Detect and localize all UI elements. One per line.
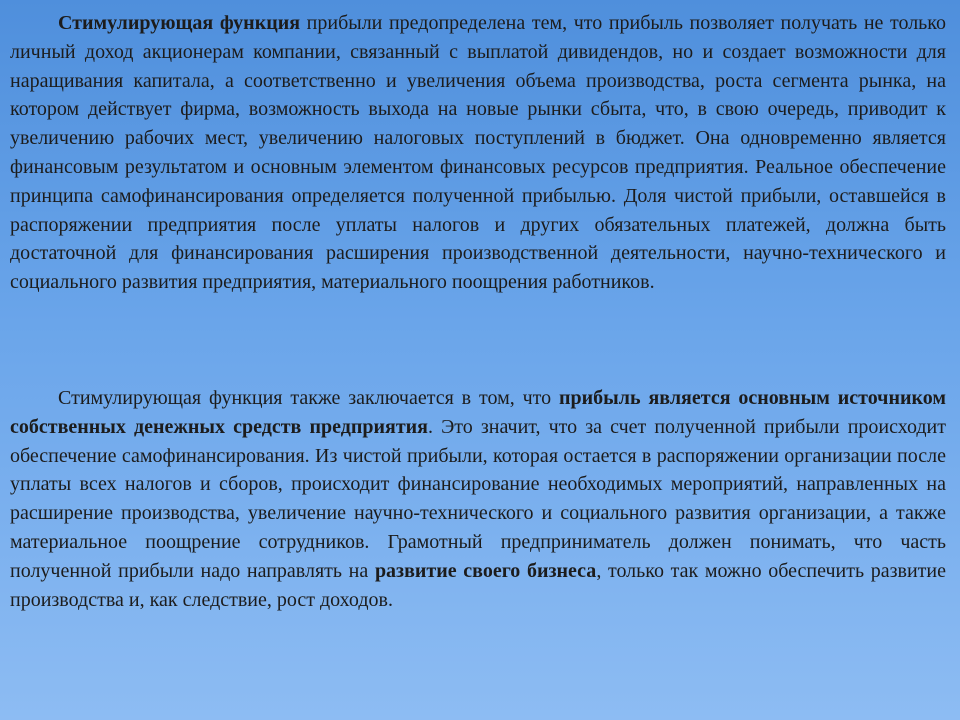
bold-phrase: развитие своего бизнеса xyxy=(374,559,597,582)
bold-phrase: прибыль является основным источником собственных денежных средств предприятия xyxy=(10,387,946,438)
paragraph-text: Стимулирующая функция также заключается в том, что xyxy=(58,387,560,409)
paragraph-text: , только так можно обеспечить развитие производства и, как следствие, рост доходов. xyxy=(10,559,947,611)
paragraph-profit-source xyxy=(10,384,946,614)
bold-term: Стимулирующая функция xyxy=(58,12,301,34)
paragraph-stimulating-function xyxy=(10,9,946,297)
paragraph-text: . Это значит, что за счет полученной прибыли происходит обеспечение самофинансирования. Из чистой прибыли, которая остается в распоряжении организации после уплаты всех налогов и сборов, происходит финансирование необходимых мероприятий, направленных на расширение производства, увеличение научно-технического и социального развития организации, а также материальное поощрение сотрудников. Грамотный предприниматель должен понимать, что часть полученной прибыли надо направлять на xyxy=(10,415,946,582)
paragraph-text: прибыли предопределена тем, что прибыль позволяет получать не только личный доход акционерам компании, связанный с выплатой дивидендов, но и создает возможности для наращивания капитала, а соответственно и увеличения объема производства, роста сегмента рынка, на котором действует фирма, возможность выхода на новые рынки сбыта, что, в свою очередь, приводит к увеличению рабочих мест, увеличению налоговых поступлений в бюджет. Она одновременно является финансовым результатом и основным элементом финансовых ресурсов предприятия. Реальное обеспечение принципа самофинансирования определяется полученной прибылью. Доля чистой прибыли, оставшейся в распоряжении предприятия после уплаты налогов и других обязательных платежей, должна быть достаточной для финансирования расширения производственной деятельности, научно-технического и социального развития предприятия, материального поощрения работников. xyxy=(10,12,947,294)
